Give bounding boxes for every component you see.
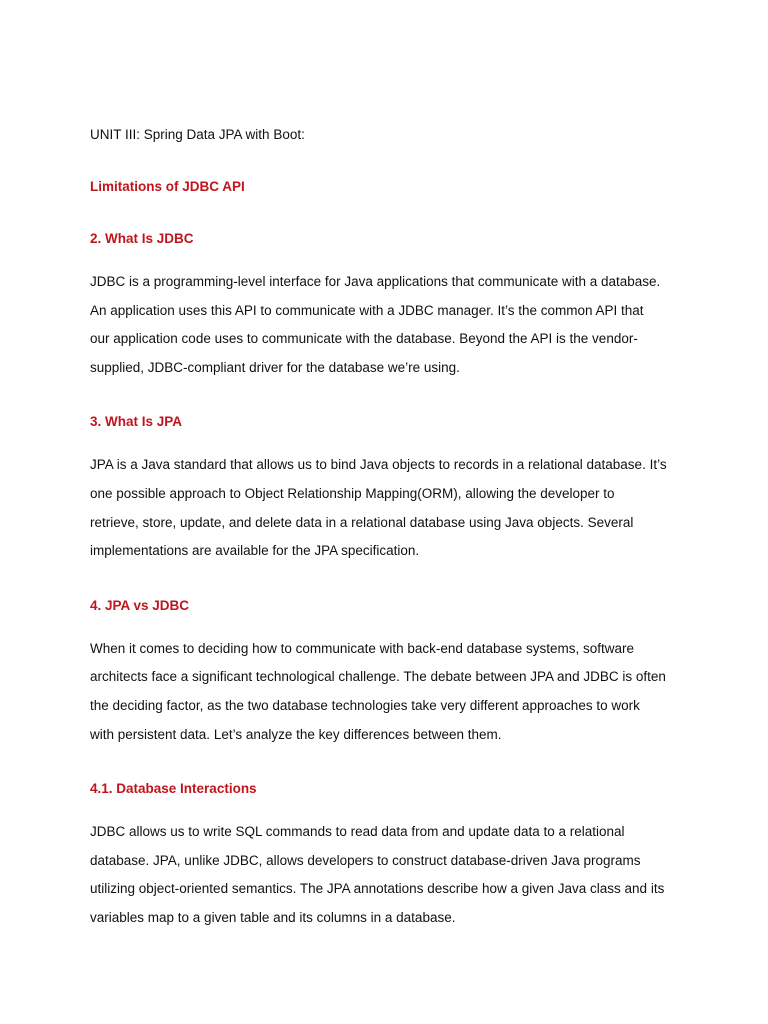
paragraph-line: the deciding factor, as the two database technologies take very different approaches to work [90, 697, 640, 713]
paragraph-line: one possible approach to Object Relationship Mapping(ORM), allowing the developer to [90, 485, 615, 501]
section-paragraph [90, 451, 682, 565]
paragraph-line: When it comes to deciding how to communicate with back-end database systems, software [90, 640, 635, 656]
section-what-is-jpa [90, 411, 682, 565]
paragraph-line: architects face a significant technological challenge. The debate between JPA and JDBC is often [90, 669, 666, 685]
section-heading: 4. JPA vs JDBC [90, 597, 190, 613]
document-body [90, 124, 682, 933]
paragraph-line: retrieve, store, update, and delete data in a relational database using Java objects. Several [90, 514, 634, 530]
document-title: UNIT III: Spring Data JPA with Boot: [90, 127, 305, 142]
section-what-is-jdbc [90, 228, 682, 382]
paragraph-line: JDBC allows us to write SQL commands to read data from and update data to a relational [90, 824, 625, 840]
paragraph-line: JPA is a Java standard that allows us to bind Java objects to records in a relational database. It’s [90, 457, 667, 473]
heading-limitations-of-jdbc: Limitations of JDBC API [90, 179, 245, 194]
section-database-interactions [90, 778, 682, 932]
paragraph-line: implementations are available for the JPA specification. [90, 543, 420, 559]
paragraph-line: with persistent data. Let’s analyze the key differences between them. [90, 726, 502, 742]
section-paragraph [90, 818, 682, 932]
section-paragraph [90, 635, 682, 749]
paragraph-line: our application code uses to communicate with the database. Beyond the API is the vendor- [90, 331, 638, 347]
section-heading: 2. What Is JDBC [90, 231, 194, 246]
section-paragraph [90, 268, 682, 382]
section-heading: 3. What Is JPA [90, 414, 183, 430]
paragraph-line: JDBC is a programming-level interface for Java applications that communicate with a database. [90, 274, 661, 289]
section-heading: 4.1. Database Interactions [90, 781, 257, 797]
paragraph-line: An application uses this API to communicate with a JDBC manager. It’s the common API that [90, 302, 644, 318]
paragraph-line: utilizing object-oriented semantics. The JPA annotations describe how a given Java class and its [90, 881, 665, 897]
paragraph-line: variables map to a given table and its columns in a database. [90, 909, 456, 925]
section-jpa-vs-jdbc [90, 595, 682, 749]
paragraph-line: supplied, JDBC-compliant driver for the database we’re using. [90, 359, 460, 375]
paragraph-line: database. JPA, unlike JDBC, allows developers to construct database-driven Java programs [90, 852, 641, 868]
